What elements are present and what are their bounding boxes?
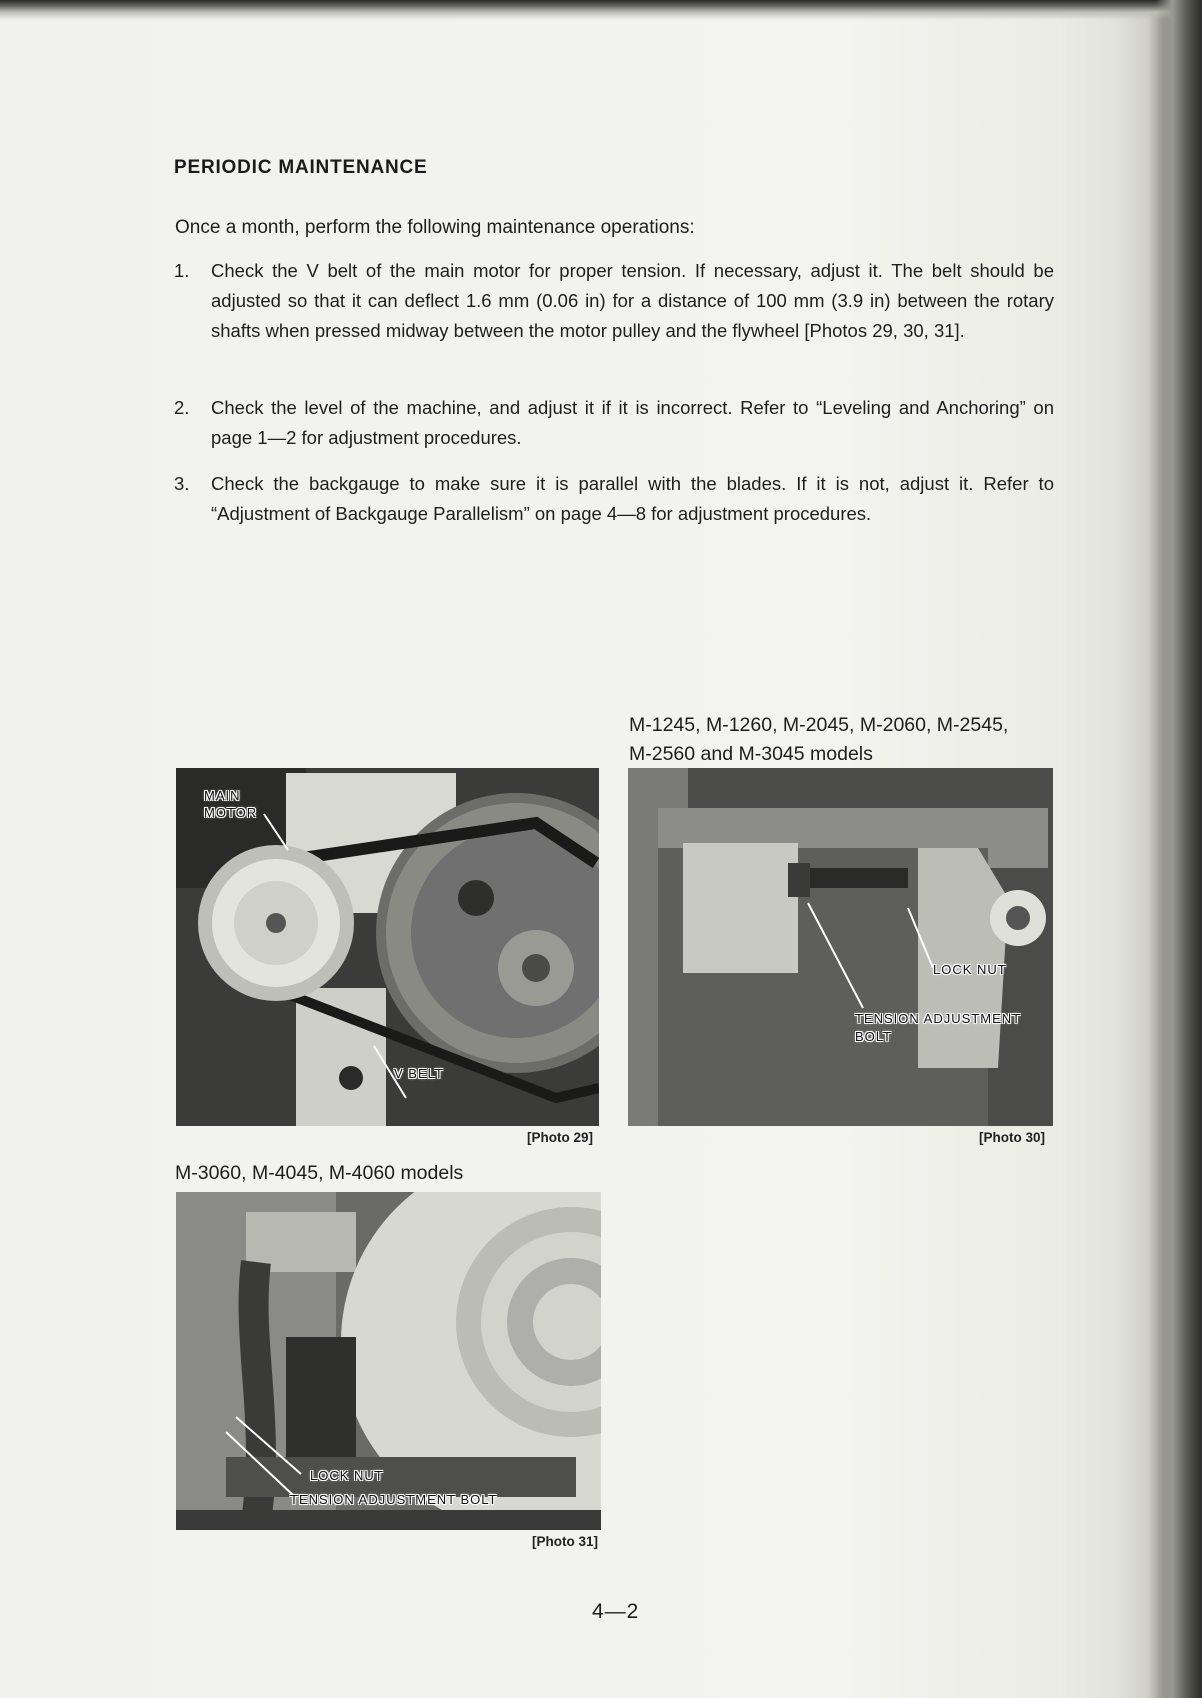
callout-tension-adjustment-line2: BOLT — [855, 1029, 892, 1044]
photo31-caption: M-3060, M-4045, M-4060 models — [175, 1162, 464, 1184]
photo-29-motor-belt — [176, 768, 599, 1126]
photo-29-tag: [Photo 29] — [527, 1130, 593, 1145]
callout-lock-nut: LOCK NUT — [310, 1468, 384, 1483]
photo-30-tag: [Photo 30] — [979, 1130, 1045, 1145]
photo-31-motor-guard — [176, 1192, 601, 1530]
step-text: Check the backgauge to make sure it is parallel with the blades. If it is not, adjust it. Refer to “Adjustment of Backgauge Parallelism” on page 4—8 for adjustment procedures. — [211, 473, 1054, 524]
callout-tension-adjustment-line1: TENSION ADJUSTMENT — [855, 1011, 1022, 1026]
callout-tension-adjustment-bolt: TENSION ADJUSTMENT BOLT — [290, 1492, 498, 1507]
page-number: 4—2 — [592, 1600, 640, 1623]
callout-main-motor-line1: MAIN — [204, 788, 241, 803]
photo30-caption-line2: M-2560 and M-3045 models — [629, 743, 873, 765]
top-edge-shadow — [0, 0, 1202, 20]
step-number: 1. — [174, 260, 190, 281]
step-text: Check the V belt of the main motor for proper tension. If necessary, adjust it. The belt should be adjusted so that it can deflect 1.6 mm (0.06 in) for a distance of 100 mm (3.9 in) between the rotary shafts when pressed midway between the motor pulley and the flywheel [Photos 29, 30, 31]. — [211, 260, 1054, 341]
intro-paragraph: Once a month, perform the following maintenance operations: — [175, 217, 695, 238]
step-text: Check the level of the machine, and adjust it if it is incorrect. Refer to “Leveling and Anchoring” on page 1—2 for adjustment procedures. — [211, 397, 1054, 448]
photo-30-lock-nut — [628, 768, 1053, 1126]
callout-v-belt: V BELT — [394, 1066, 444, 1081]
callout-lock-nut: LOCK NUT — [933, 962, 1007, 977]
photo30-caption-line1: M-1245, M-1260, M-2045, M-2060, M-2545, — [629, 714, 1009, 736]
section-heading: PERIODIC MAINTENANCE — [174, 157, 428, 178]
binding-spine-shadow — [1156, 0, 1202, 1698]
step-number: 2. — [174, 397, 190, 418]
callout-main-motor-line2: MOTOR — [204, 805, 258, 820]
step-number: 3. — [174, 473, 190, 494]
photo-31-tag: [Photo 31] — [532, 1534, 598, 1549]
